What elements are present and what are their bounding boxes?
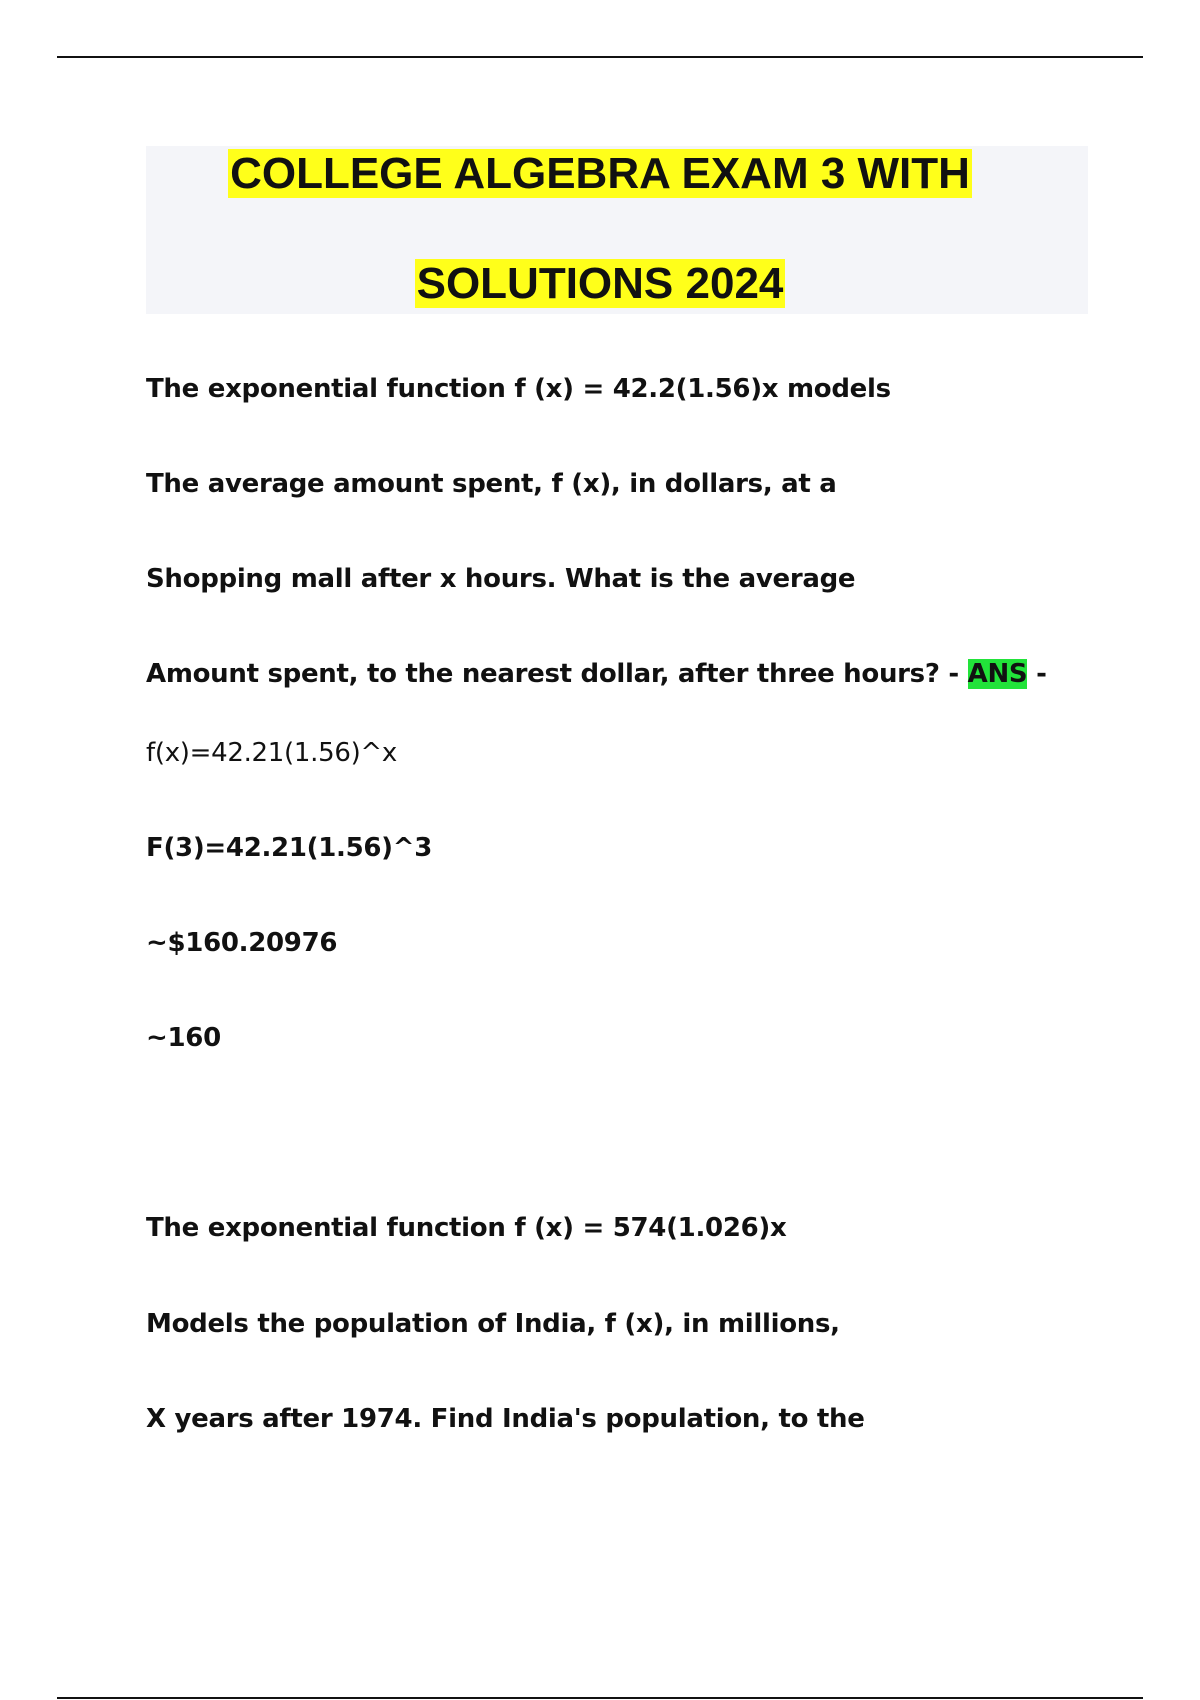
top-rule <box>57 56 1143 58</box>
question-2-line-3: X years after 1974. Find India's population, to the <box>146 1404 865 1434</box>
question-2-line-2: Models the population of India, f (x), in millions, <box>146 1309 840 1339</box>
question-1-line-2: The average amount spent, f (x), in dollars, at a <box>146 469 837 499</box>
answer-1-line-1: f(x)=42.21(1.56)^x <box>146 738 397 768</box>
question-1-line-3: Shopping mall after x hours. What is the average <box>146 564 856 594</box>
question-2-line-1: The exponential function f (x) = 574(1.026)x <box>146 1213 787 1243</box>
bottom-rule <box>57 1697 1143 1699</box>
answer-1-line-3: ~$160.20976 <box>146 928 338 958</box>
page-title-line-2 <box>0 258 1200 310</box>
title-highlight-2: SOLUTIONS 2024 <box>416 259 784 308</box>
page-title-line-1 <box>0 148 1200 200</box>
question-1-line-4 <box>146 657 1047 691</box>
question-1-line-4-text: Amount spent, to the nearest dollar, after three hours? - <box>146 659 968 689</box>
ans-label: ANS <box>967 659 1028 689</box>
question-1-line-1: The exponential function f (x) = 42.2(1.56)x models <box>146 374 891 404</box>
question-1-line-4-suffix: - <box>1027 659 1047 689</box>
title-highlight-1: COLLEGE ALGEBRA EXAM 3 WITH <box>230 149 970 198</box>
answer-1-line-4: ~160 <box>146 1023 221 1053</box>
answer-1-line-2: F(3)=42.21(1.56)^3 <box>146 833 433 863</box>
